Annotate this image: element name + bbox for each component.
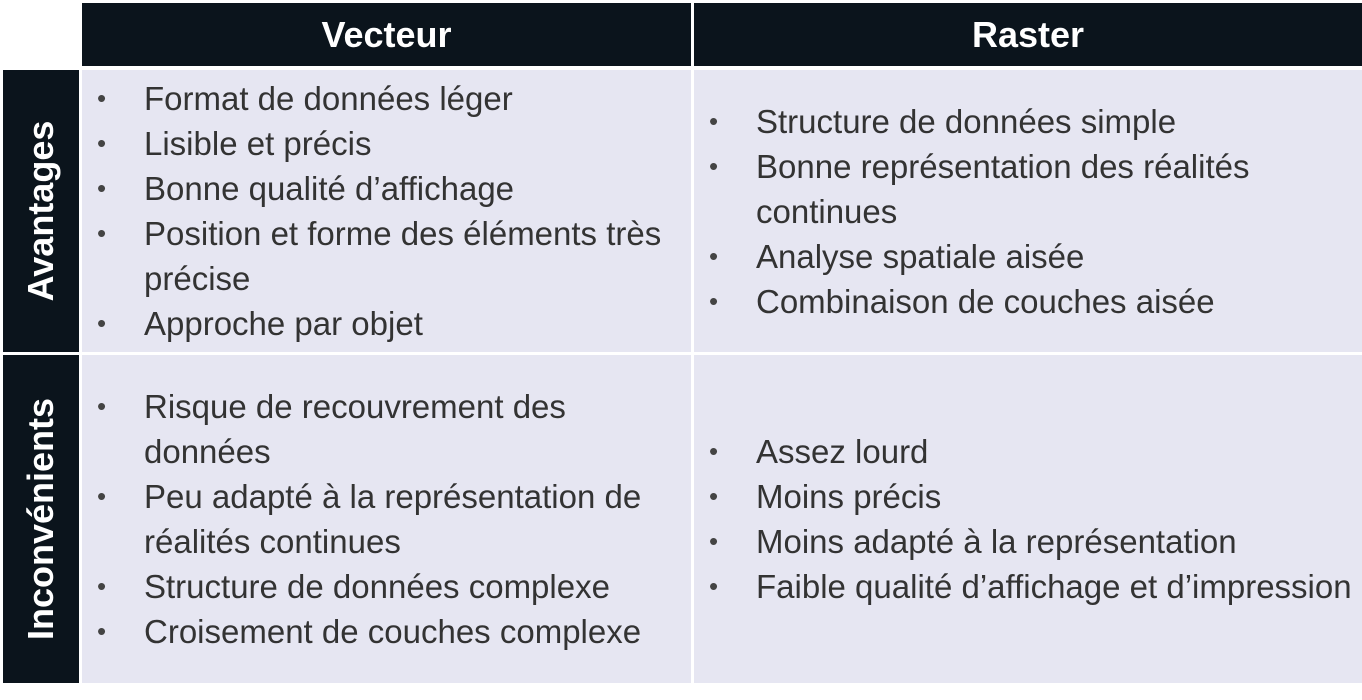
- list-item: • Position et forme des éléments très précise: [144, 211, 691, 301]
- row-header-label: Inconvénients: [20, 397, 61, 641]
- list-item: • Croisement de couches complexe: [144, 609, 691, 654]
- list-item: • Analyse spatiale aisée: [756, 234, 1362, 279]
- list-item: • Combinaison de couches aisée: [756, 279, 1362, 324]
- list-item: • Faible qualité d’affichage et d’impression: [756, 564, 1362, 609]
- cell-inconvenients-vecteur: [82, 355, 691, 683]
- list-item: • Bonne représentation des réalités continues: [756, 144, 1362, 234]
- list-item: • Assez lourd: [756, 429, 1362, 474]
- cell-inconvenients-raster: [694, 355, 1362, 683]
- list-item: • Moins adapté à la représentation: [756, 519, 1362, 564]
- list-item: • Structure de données simple: [756, 99, 1362, 144]
- list-item: • Bonne qualité d’affichage: [144, 166, 691, 211]
- column-header-label: Raster: [971, 13, 1085, 55]
- row-header-avantages: [3, 70, 79, 352]
- bullet-list: [82, 76, 691, 346]
- row-header-inconvenients: [3, 355, 79, 683]
- list-item: • Approche par objet: [144, 301, 691, 346]
- list-item: • Risque de recouvrement des données: [144, 384, 691, 474]
- list-item: • Structure de données complexe: [144, 564, 691, 609]
- cell-avantages-vecteur: [82, 70, 691, 352]
- row-header-label: Avantages: [20, 120, 61, 302]
- column-header-vecteur: [82, 3, 691, 66]
- column-header-label: Vecteur: [321, 13, 452, 55]
- column-header-raster: [694, 3, 1362, 66]
- list-item: • Format de données léger: [144, 76, 691, 121]
- bullet-list: [694, 99, 1362, 324]
- list-item: • Moins précis: [756, 474, 1362, 519]
- cell-avantages-raster: [694, 70, 1362, 352]
- list-item: • Lisible et précis: [144, 121, 691, 166]
- bullet-list: [82, 384, 691, 654]
- list-item: • Peu adapté à la représentation de réalités continues: [144, 474, 691, 564]
- bullet-list: [694, 429, 1362, 609]
